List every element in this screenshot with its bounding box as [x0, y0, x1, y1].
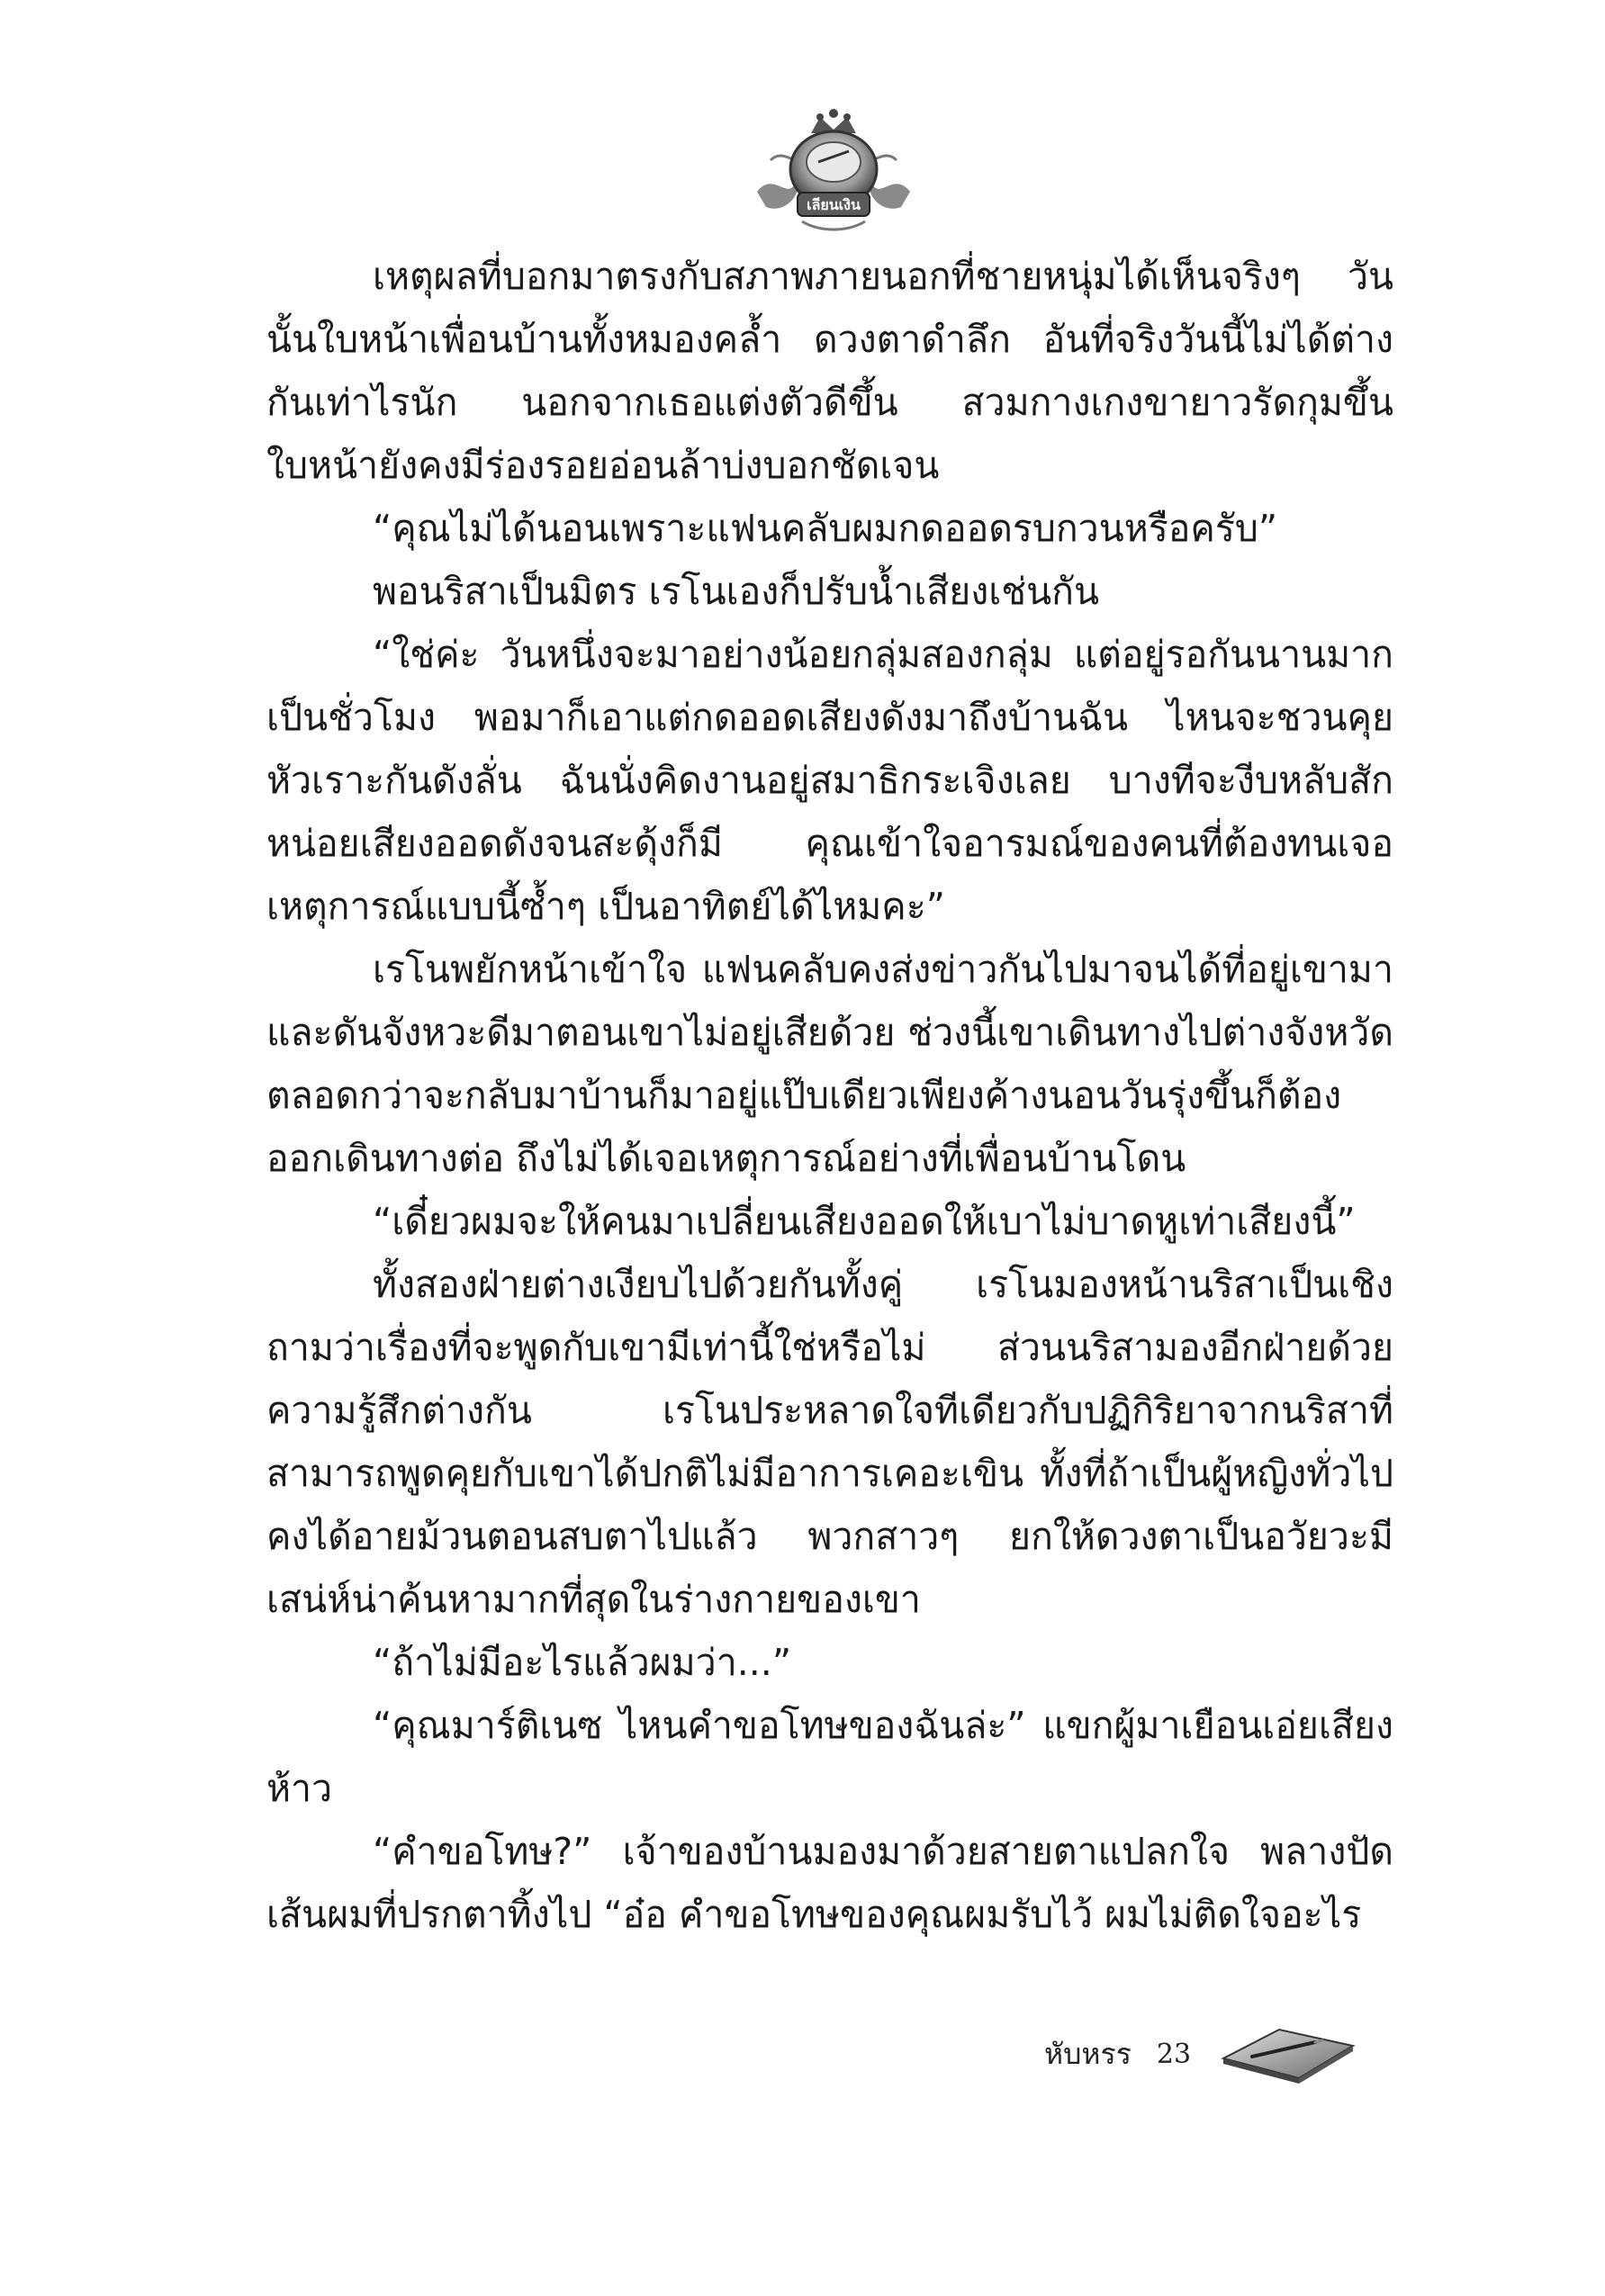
ornate-crest-icon [748, 106, 919, 232]
paragraph-5: เรโนพยักหน้าเข้าใจ แฟนคลับคงส่งข่าวกันไปมาจนได้ที่อยู่เขามา และดันจังหวะดีมาตอนเขาไม่อยู่เสียด้วย ช่วงนี้เขาเดินทางไปต่างจังหวัดตลอดกว่าจะกลับมาบ้านก็มาอยู่แป๊บเดียวเพียงค้างนอนวันรุ่งขึ้นก็ต้องออกเดินทางต่อ ถึงไม่ได้เจอเหตุการณ์อย่างที่เพื่อนบ้านโดน [266, 948, 1393, 1180]
paragraph-7: ทั้งสองฝ่ายต่างเงียบไปด้วยกันทั้งคู่ เรโนมองหน้านริสาเป็นเชิงถามว่าเรื่องที่จะพูดกับเขามีเท่านี้ใช่หรือไม่ ส่วนนริสามองอีกฝ่ายด้วยความรู้สึกต่างกัน เรโนประหลาดใจทีเดียวกับปฏิกิริยาจากนริสาที่สามารถพูดคุยกับเขาได้ปกติไม่มีอาการเคอะเขิน ทั้งที่ถ้าเป็นผู้หญิงทั่วไปคงได้อายม้วนตอนสบตาไปแล้ว พวกสาวๆ ยกให้ดวงตาเป็นอวัยวะมีเสน่ห์น่าค้นหามากที่สุดในร่างกายของเขา [266, 1263, 1393, 1621]
paragraph-2: “คุณไม่ได้นอนเพราะแฟนคลับผมกดออดรบกวนหรือครับ” [373, 507, 1278, 550]
header-emblem [748, 106, 919, 232]
paragraph-1: เหตุผลที่บอกมาตรงกับสภาพภายนอกที่ชายหนุ่มได้เห็นจริงๆ วันนั้นใบหน้าเพื่อนบ้านทั้งหมองคล้ำ ดวงตาดำลึก อันที่จริงวันนี้ไม่ได้ต่างกันเท่าไรนัก นอกจากเธอแต่งตัวดีขึ้น สวมกางเกงขายาวรัดกุมขึ้น ใบหน้ายังคงมีร่องรอยอ่อนล้าบ่งบอกชัดเจน [266, 255, 1393, 487]
paragraph-10: “คำขอโทษ?” เจ้าของบ้านมองมาด้วยสายตาแปลกใจ พลางปัดเส้นผมที่ปรกตาทิ้งไป “อ๋อ คำขอโทษของคุณผมรับไว้ ผมไม่ติดใจอะไร [266, 1830, 1393, 1936]
page-number: 23 [1156, 2038, 1192, 2070]
running-title: หับหรร [1044, 2036, 1132, 2071]
page-footer [1044, 2027, 1360, 2081]
body-text [266, 245, 1393, 1946]
paragraph-4: “ใช่ค่ะ วันหนึ่งจะมาอย่างน้อยกลุ่มสองกลุ่ม แต่อยู่รอกันนานมากเป็นชั่วโมง พอมาก็เอาแต่กดออดเสียงดังมาถึงบ้านฉัน ไหนจะชวนคุยหัวเราะกันดังลั่น ฉันนั่งคิดงานอยู่สมาธิกระเจิงเลย บางทีจะงีบหลับสักหน่อยเสียงออดดังจนสะดุ้งก็มี คุณเข้าใจอารมณ์ของคนที่ต้องทนเจอเหตุการณ์แบบนี้ซ้ำๆ เป็นอาทิตย์ได้ไหมคะ” [266, 633, 1393, 928]
emblem-text: เลียนเงิน [807, 196, 861, 213]
paragraph-6: “เดี๋ยวผมจะให้คนมาเปลี่ยนเสียงออดให้เบาไม่บาดหูเท่าเสียงนี้” [373, 1200, 1356, 1243]
paragraph-8: “ถ้าไม่มีอะไรแล้วผมว่า...” [373, 1641, 792, 1684]
tablet-pen-icon [1216, 2022, 1360, 2085]
paragraph-3: พอนริสาเป็นมิตร เรโนเองก็ปรับน้ำเสียงเช่นกัน [373, 570, 1100, 613]
paragraph-9: “คุณมาร์ติเนซ ไหนคำขอโทษของฉันล่ะ” แขกผู้มาเยือนเอ่ยเสียงห้าว [266, 1704, 1393, 1810]
